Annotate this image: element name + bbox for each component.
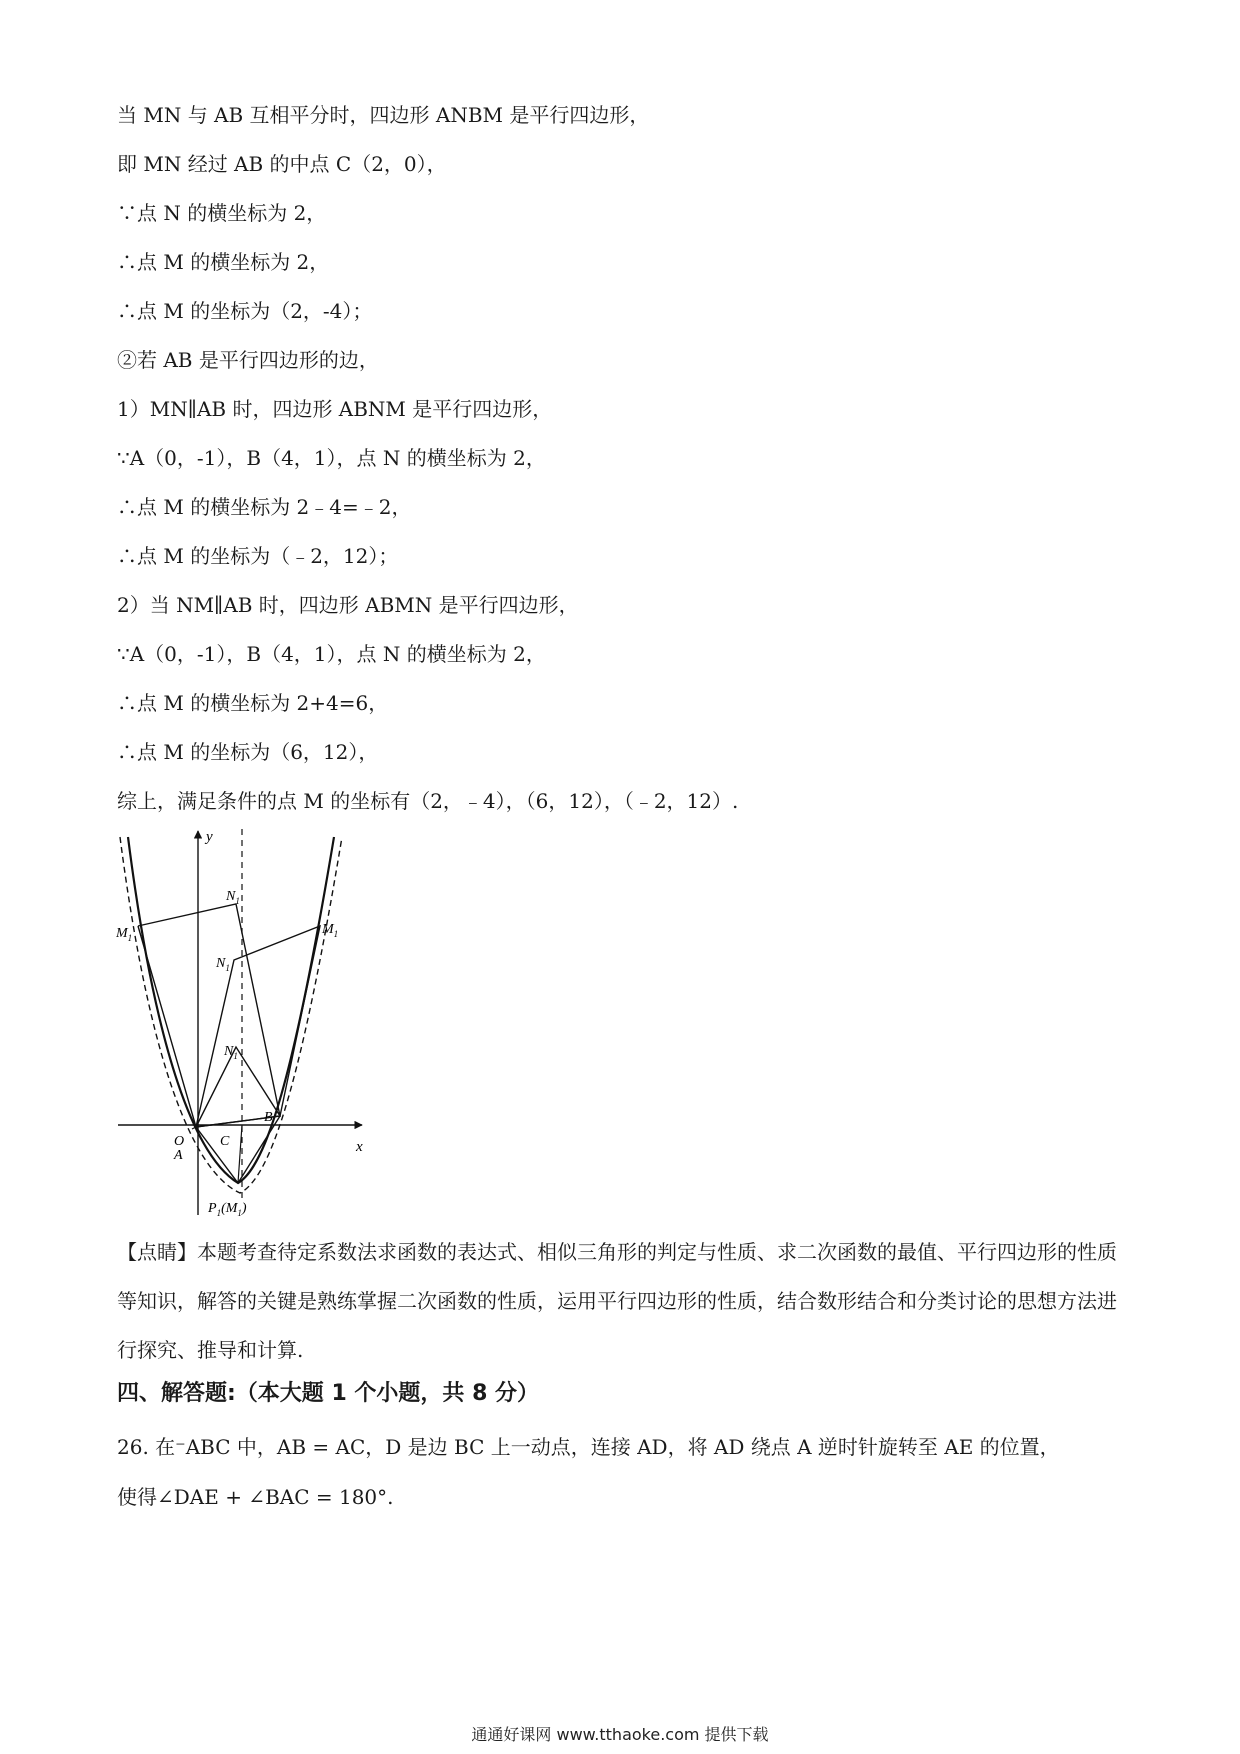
solution-line: ∵A（0，-1），B（4，1），点 N 的横坐标为 2， [117,642,546,666]
solution-line: ∴点 M 的横坐标为 2+4=6， [117,691,389,715]
solution-line: ∴点 M 的横坐标为 2， [117,250,330,274]
label-n-top: $N_1$ [226,889,240,906]
solution-line: 综上，满足条件的点 M 的坐标有（2，﹣4），（6，12），（﹣2，12）. [117,789,739,813]
label-n-mid: $N_1$ [216,956,230,973]
question-26-line-2: 使得∠DAE + ∠BAC = 180°. [117,1485,394,1509]
solution-line: ∵点 N 的横坐标为 2， [117,201,327,225]
question-26-line-1: 26. 在⁻ABC 中，AB = AC，D 是边 BC 上一动点，连接 AD，将 AD 绕点 A 逆时针旋转至 AE 的位置， [117,1435,1060,1459]
label-c: C [220,1134,230,1149]
solution-line: 1）MN∥AB 时，四边形 ABNM 是平行四边形， [117,397,553,421]
label-y: y [206,829,213,845]
solution-line: ∴点 M 的横坐标为 2﹣4=﹣2， [117,495,412,519]
solution-line: ∴点 M 的坐标为（6，12）， [117,740,379,764]
parallelogram-right [196,926,320,1127]
remark-paragraph [117,1228,1127,1375]
label-o: O [174,1134,185,1149]
label-a: A [174,1148,183,1163]
label-m-right: $M_1$ [322,922,339,939]
page-footer: 通通好课网 www.tthaoke.com 提供下载 [471,1725,769,1744]
parabola-figure [116,827,366,1217]
solution-lines [117,103,1147,838]
solution-line: ∴点 M 的坐标为（﹣2，12）； [117,544,399,568]
section-title: 四、解答题:（本大题 1 个小题，共 8 分） [117,1381,540,1406]
remark-text: 本题考查待定系数法求函数的表达式、相似三角形的判定与性质、求二次函数的最值、平行四边形的性质等知识，解答的关键是熟练掌握二次函数的性质，运用平行四边形的性质，结合数形结合和分类讨论的思想方法进行探究、推导和计算. [117,1240,1117,1362]
label-x: x [356,1139,363,1155]
solution-line: 2）当 NM∥AB 时，四边形 ABMN 是平行四边形， [117,593,579,617]
segment-c-p [238,1125,242,1183]
label-n-low: $N_1$ [224,1044,238,1061]
remark-tag: 【点睛】 [117,1240,197,1264]
solution-line: 即 MN 经过 AB 的中点 C（2，0）， [117,152,447,176]
solution-line: ②若 AB 是平行四边形的边， [117,348,379,372]
solution-line: ∴点 M 的坐标为（2，-4）； [117,299,373,323]
label-p: $P_1(M_1)$ [208,1201,247,1217]
label-b: B [264,1110,273,1125]
solution-line: 当 MN 与 AB 互相平分时，四边形 ANBM 是平行四边形， [117,103,650,127]
label-m-left: $M_1$ [116,926,133,943]
question-26 [117,1422,1127,1522]
solution-line: ∵A（0，-1），B（4，1），点 N 的横坐标为 2， [117,446,546,470]
